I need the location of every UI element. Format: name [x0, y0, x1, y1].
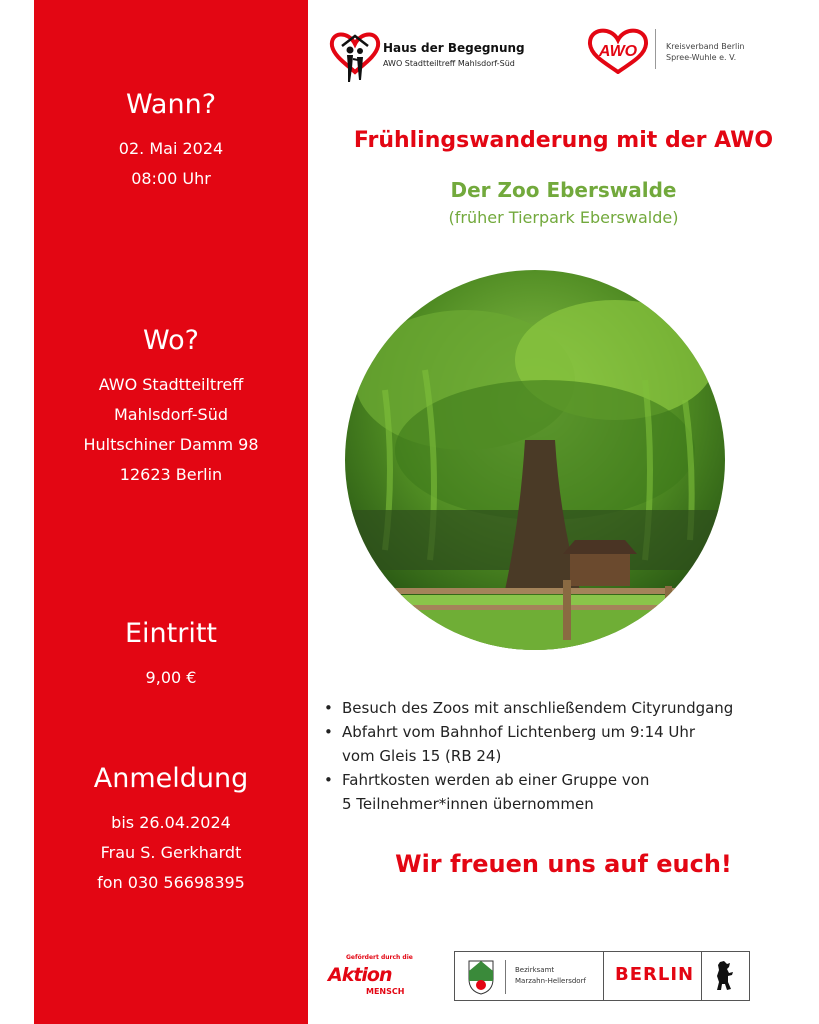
- entry-line: 9,00 €: [145, 668, 197, 687]
- district-crest-icon: [467, 959, 495, 995]
- heart-people-icon: [328, 24, 382, 86]
- when-line: 02. Mai 2024: [118, 139, 224, 158]
- bullet-icon: •: [324, 723, 333, 741]
- destination-subtitle: (früher Tierpark Eberswalde): [448, 208, 679, 227]
- berlin-box-divider: [505, 960, 506, 994]
- list-item-text: Fahrtkosten werden ab einer Gruppe von: [342, 771, 650, 789]
- haus-der-begegnung-logo: [328, 24, 528, 86]
- list-item: [322, 768, 802, 816]
- awo-word: AWO: [598, 43, 638, 60]
- where-line: 12623 Berlin: [119, 465, 223, 484]
- awo-heart-icon: [585, 26, 651, 74]
- registration-details: [34, 808, 308, 898]
- aktion-mensch-logo: [328, 954, 418, 1002]
- list-item: [322, 696, 802, 720]
- registration-line: fon 030 56698395: [97, 873, 245, 892]
- awo-text: [666, 41, 745, 63]
- awo-line-2: Spree-Wuhle e. V.: [666, 53, 737, 62]
- registration-heading: Anmeldung: [93, 763, 249, 794]
- registration-section: [34, 762, 308, 898]
- where-line: Hultschiner Damm 98: [83, 435, 259, 454]
- district-office-line-2: Marzahn-Hellersdorf: [515, 977, 586, 985]
- berlin-wordmark: BERLIN: [615, 964, 695, 985]
- zoo-photo: [345, 270, 725, 650]
- list-item-text: Besuch des Zoos mit anschließendem Cityrundgang: [342, 699, 734, 717]
- destination-title: Der Zoo Eberswalde: [450, 178, 677, 202]
- entry-section: [34, 617, 308, 693]
- district-office-text: [515, 965, 586, 987]
- entry-heading: Eintritt: [124, 618, 218, 649]
- event-details-list: [322, 696, 802, 816]
- registration-line: Frau S. Gerkhardt: [100, 843, 242, 862]
- where-line: Mahlsdorf-Süd: [113, 405, 229, 424]
- mensch-word: MENSCH: [366, 987, 405, 996]
- berlin-box-divider: [701, 952, 702, 1000]
- hdb-subtitle: AWO Stadtteiltreff Mahlsdorf-Süd: [383, 59, 515, 68]
- hdb-title: Haus der Begegnung: [383, 41, 525, 55]
- event-title: Frühlingswanderung mit der AWO: [353, 128, 774, 153]
- when-section: [34, 88, 308, 194]
- where-details: [34, 370, 308, 490]
- when-details: [34, 134, 308, 194]
- where-line: AWO Stadtteiltreff: [98, 375, 244, 394]
- list-item-text: vom Gleis 15 (RB 24): [342, 747, 502, 765]
- when-line: 08:00 Uhr: [131, 169, 211, 188]
- closing-message: Wir freuen uns auf euch!: [395, 850, 732, 878]
- list-item-text: 5 Teilnehmer*innen übernommen: [342, 795, 594, 813]
- bullet-icon: •: [324, 771, 333, 789]
- registration-line: bis 26.04.2024: [111, 813, 231, 832]
- info-sidebar: [34, 0, 308, 1024]
- aktion-word: Aktion: [328, 964, 392, 986]
- list-item: [322, 720, 802, 768]
- berlin-district-logo: [454, 951, 750, 1001]
- entry-details: [34, 663, 308, 693]
- when-heading: Wann?: [125, 89, 217, 120]
- awo-line-1: Kreisverband Berlin: [666, 42, 745, 51]
- district-office-line-1: Bezirksamt: [515, 966, 555, 974]
- awo-logo: [585, 26, 775, 76]
- list-item-text: Abfahrt vom Bahnhof Lichtenberg um 9:14 Uhr: [342, 723, 696, 741]
- where-heading: Wo?: [143, 325, 199, 356]
- berlin-bear-icon: [713, 960, 735, 992]
- bullet-icon: •: [324, 699, 333, 717]
- berlin-box-divider: [603, 952, 604, 1000]
- awo-divider: [655, 29, 656, 69]
- where-section: [34, 324, 308, 490]
- aktion-funded-by: Gefördert durch die: [346, 954, 413, 961]
